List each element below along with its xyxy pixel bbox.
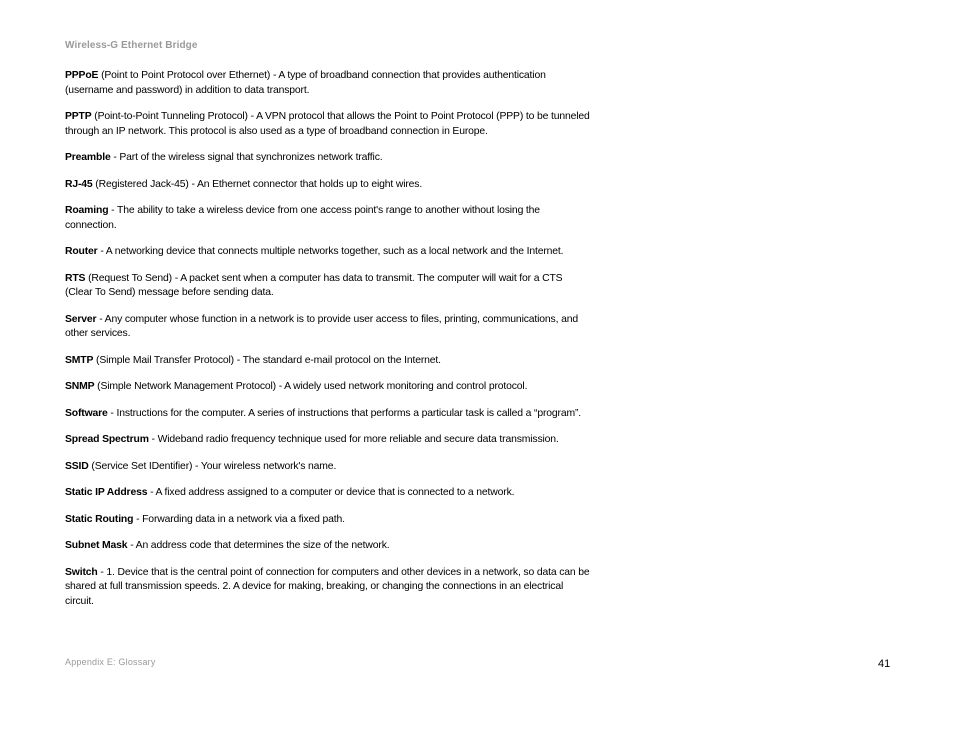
glossary-entry-rts <box>65 272 590 301</box>
page-number: 41 <box>878 658 891 670</box>
glossary-definition: - 1. Device that is the central point of connection for computers and other devices in a network, so data can be shared at full transmission speeds. 2. A device for making, breaking, or changing the connections in an electrical circuit. <box>65 566 590 607</box>
glossary-definition: - Part of the wireless signal that synchronizes network traffic. <box>110 152 383 163</box>
glossary-entry-rj45 <box>65 178 590 193</box>
glossary-term: SNMP <box>65 381 95 392</box>
glossary-definition: - Wideband radio frequency technique used for more reliable and secure data transmission. <box>148 434 559 445</box>
glossary-definition: - Instructions for the computer. A series of instructions that performs a particular task is called a “program”. <box>107 407 582 419</box>
glossary-entry-preamble <box>65 151 590 166</box>
glossary-entry-smtp <box>65 354 590 369</box>
glossary-entry-switch <box>65 566 590 610</box>
glossary-definition: (Point to Point Protocol over Ethernet) - A type of broadband connection that provides authentication (username and password) in addition to data transport. <box>65 70 546 96</box>
glossary-term: PPTP <box>65 111 92 122</box>
glossary-term: SSID <box>65 460 89 472</box>
glossary-term: Router <box>65 246 98 257</box>
glossary-definition: - The ability to take a wireless device from one access point's range to another without losing the connection. <box>65 205 540 231</box>
running-header: Wireless-G Ethernet Bridge <box>65 40 198 51</box>
glossary-term: RTS <box>65 272 86 284</box>
glossary-term: Subnet Mask <box>65 540 128 551</box>
glossary-entry-server <box>65 313 590 342</box>
glossary-term: Switch <box>65 566 98 578</box>
glossary-definition: - A fixed address assigned to a computer or device that is connected to a network. <box>147 487 515 498</box>
glossary-entry-static-ip-address <box>65 486 590 501</box>
glossary-definition: (Service Set IDentifier) - Your wireless network's name. <box>88 460 337 472</box>
glossary-entry-subnet-mask <box>65 539 590 554</box>
glossary-definition: - Any computer whose function in a network is to provide user access to files, printing, communications, and other services. <box>65 313 578 339</box>
glossary-term: Software <box>65 407 108 419</box>
glossary-entry-spread-spectrum <box>65 433 590 448</box>
glossary-entry-static-routing <box>65 513 590 528</box>
glossary-entry-software <box>65 407 590 422</box>
footer-section-label: Appendix E: Glossary <box>65 657 156 667</box>
glossary-entry-router <box>65 245 590 260</box>
glossary-term: SMTP <box>65 354 94 366</box>
glossary-term: PPPoE <box>65 70 99 81</box>
glossary-term: Server <box>65 313 97 325</box>
glossary-term: Static IP Address <box>65 487 148 498</box>
glossary-entry-pptp <box>65 110 590 139</box>
glossary-term: Static Routing <box>65 513 134 525</box>
glossary-definition: (Registered Jack-45) - An Ethernet connector that holds up to eight wires. <box>92 178 423 190</box>
glossary-definition: (Point-to-Point Tunneling Protocol) - A VPN protocol that allows the Point to Point Protocol (PPP) to be tunneled through an IP network. This protocol is also used as a type of broadband connection in Europe. <box>65 111 590 137</box>
glossary-definition: (Simple Network Management Protocol) - A widely used network monitoring and control protocol. <box>94 381 528 392</box>
glossary-entry-ssid <box>65 460 590 475</box>
glossary-definition: (Simple Mail Transfer Protocol) - The standard e-mail protocol on the Internet. <box>93 354 441 366</box>
glossary-entry-roaming <box>65 204 590 233</box>
glossary-entry-snmp <box>65 380 590 395</box>
glossary-definition: - Forwarding data in a network via a fixed path. <box>133 513 345 525</box>
glossary-definition: - An address code that determines the size of the network. <box>127 540 390 551</box>
glossary-term: Spread Spectrum <box>65 434 149 445</box>
glossary-definition: (Request To Send) - A packet sent when a computer has data to transmit. The computer will wait for a CTS (Clear To Send) message before sending data. <box>65 272 563 298</box>
glossary-definition: - A networking device that connects multiple networks together, such as a local network and the Internet. <box>97 246 564 257</box>
glossary-list <box>65 69 590 621</box>
glossary-term: Preamble <box>65 152 111 163</box>
glossary-term: Roaming <box>65 205 109 216</box>
glossary-term: RJ-45 <box>65 178 93 190</box>
glossary-entry-pppoe <box>65 69 590 98</box>
